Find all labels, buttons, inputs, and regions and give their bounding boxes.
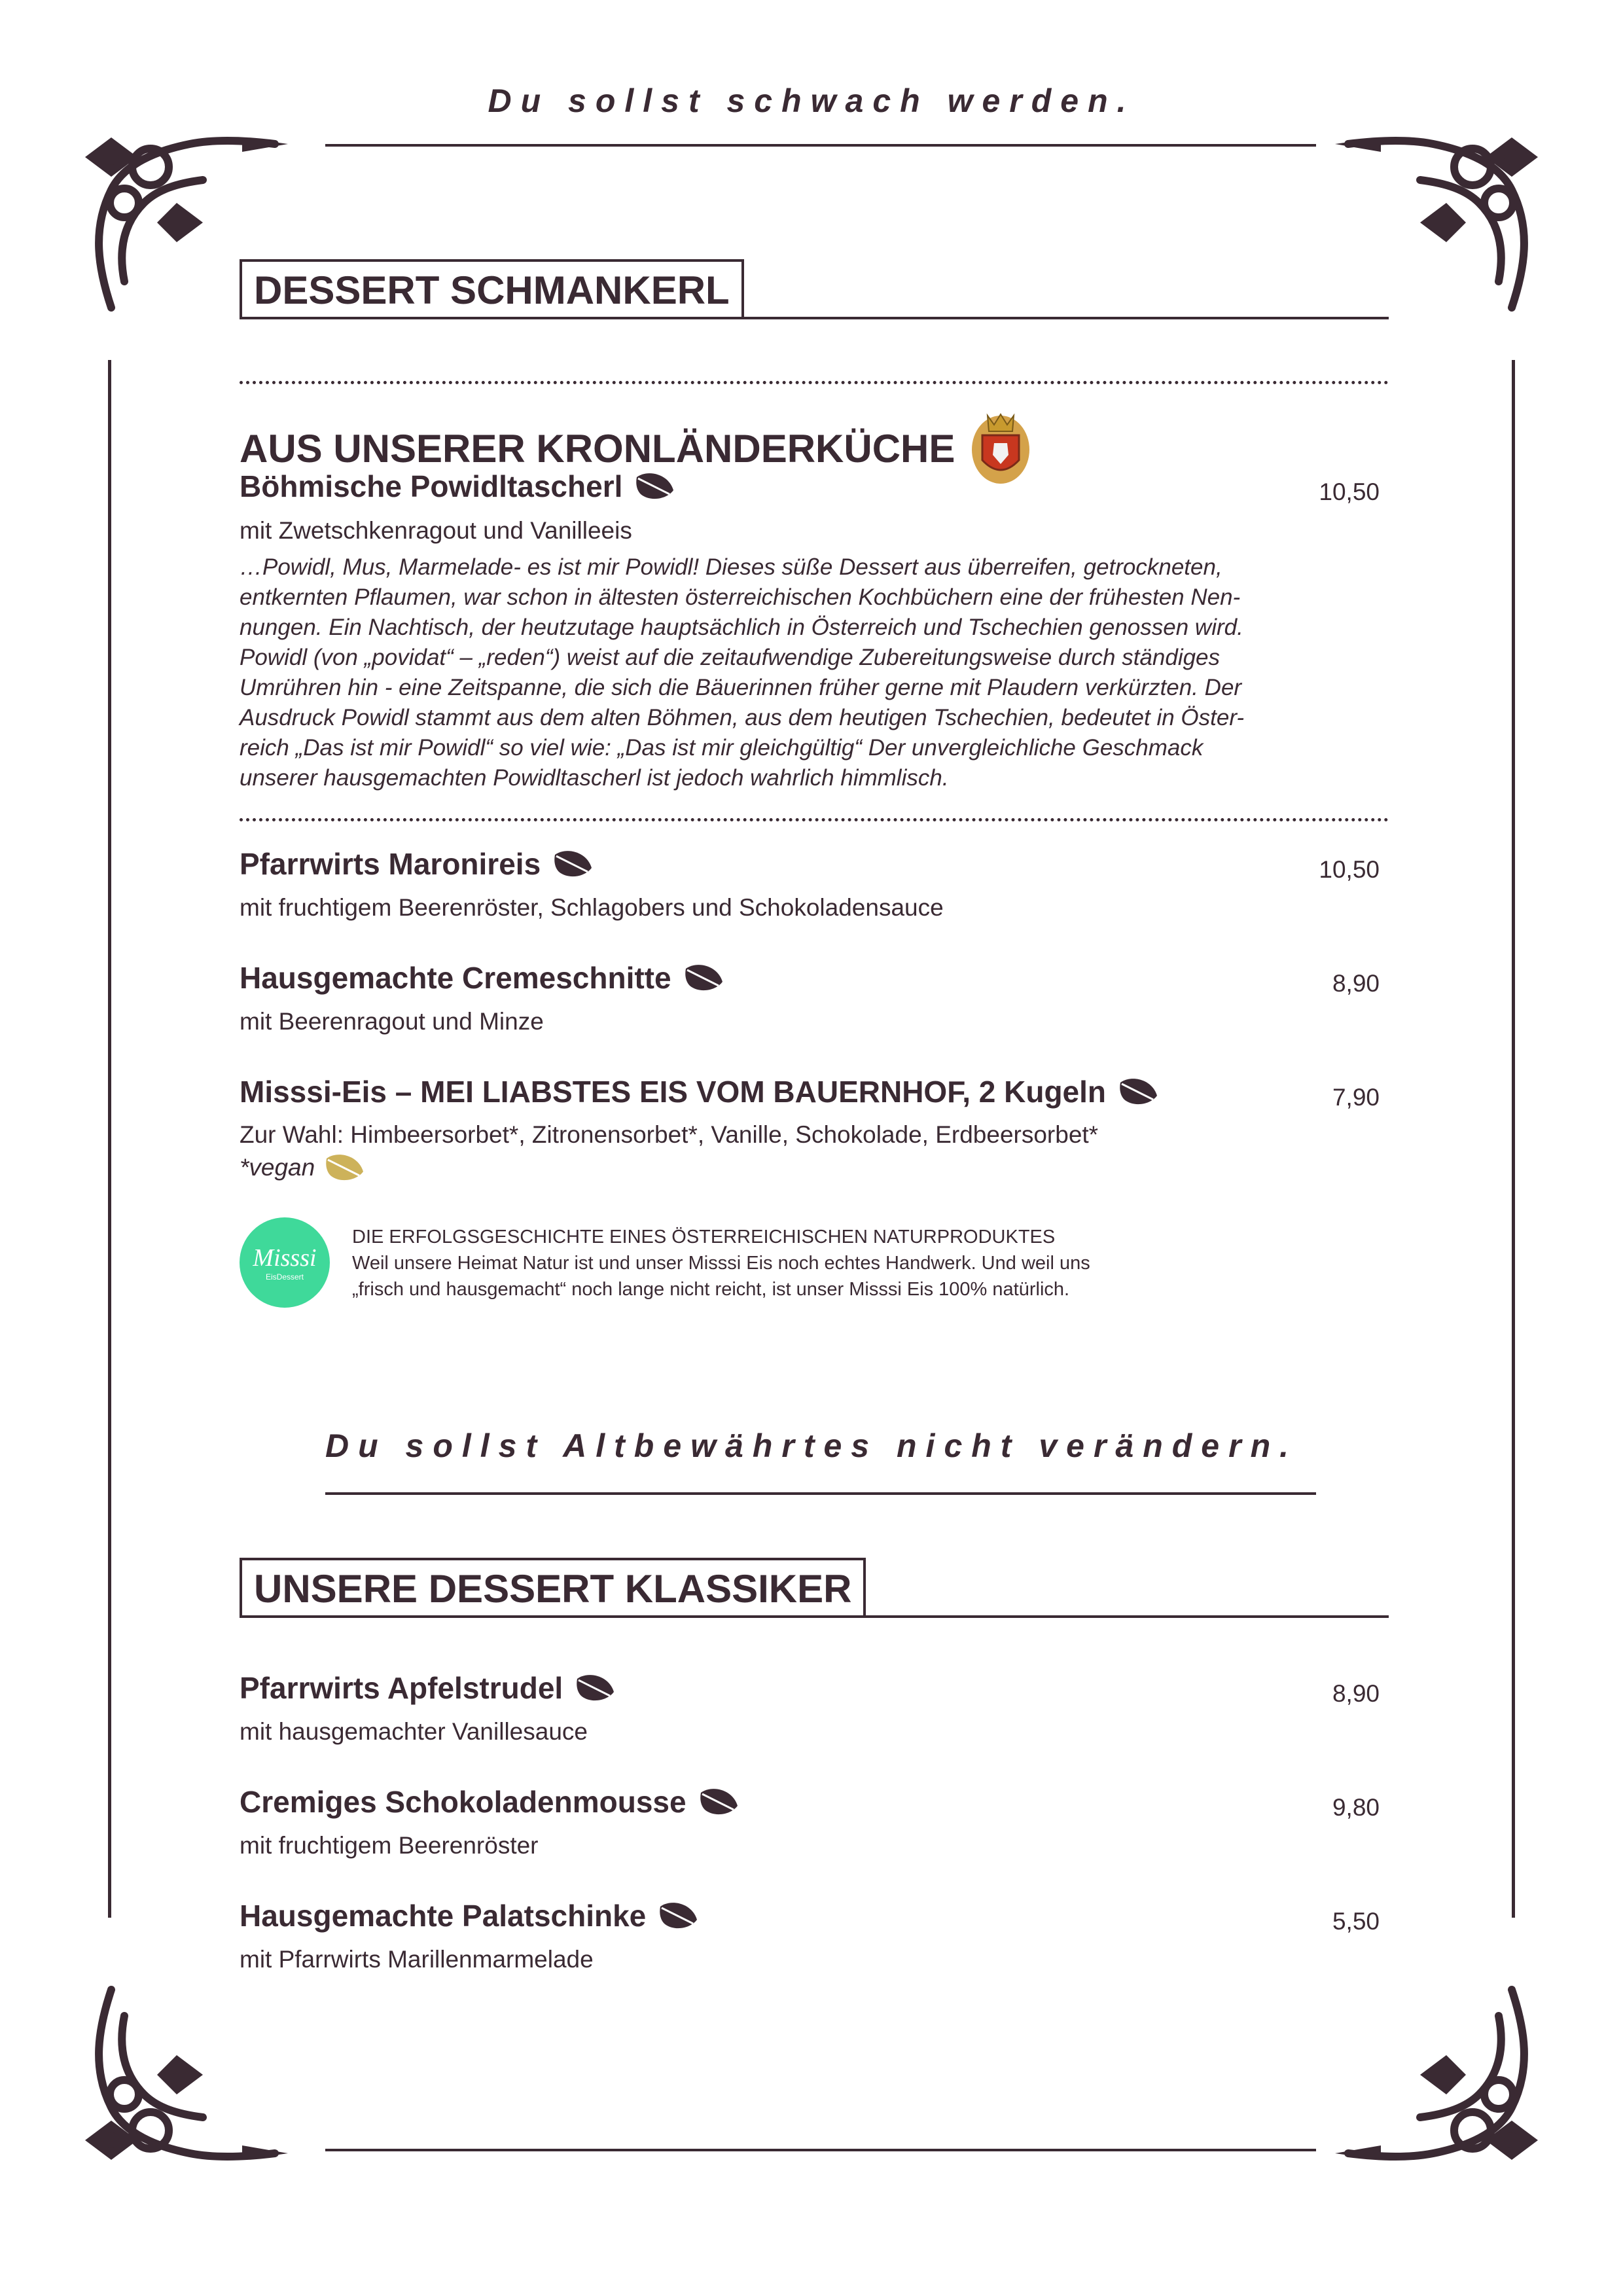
leaf-icon	[552, 848, 594, 880]
motto-top: Du sollst schwach werden.	[488, 82, 1135, 119]
menu-item-price: 10,50	[1319, 856, 1380, 883]
menu-item-name: Pfarrwirts Maronireis	[240, 847, 541, 881]
dotted-divider-1	[240, 381, 1389, 384]
misssi-line: „frisch und hausgemacht“ noch lange nicht reicht, ist unser Misssi Eis 100% natürlich.	[352, 1279, 1070, 1300]
menu-item-desc: mit Zwetschkenragout und Vanilleeis	[240, 517, 632, 544]
story-line: nungen. Ein Nachtisch, der heutzutage hauptsächlich in Österreich und Tschechien genossen wird.	[240, 615, 1243, 640]
menu-item-name: Hausgemachte Cremeschnitte	[240, 961, 671, 995]
menu-item-misssi-eis	[240, 1074, 1160, 1109]
misssi-info	[352, 1224, 1268, 1302]
story-line: Umrühren hin - eine Zeitspanne, die sich die Bäuerinnen früher gerne mit Plaudern verkürzten. Der	[240, 675, 1242, 700]
menu-item-desc: mit fruchtigem Beerenröster	[240, 1832, 539, 1859]
misssi-logo	[240, 1217, 330, 1308]
menu-item-price: 8,90	[1332, 970, 1380, 997]
vegan-note-text: *vegan	[240, 1154, 315, 1181]
powidl-story	[240, 552, 1391, 793]
menu-item-price: 9,80	[1332, 1794, 1380, 1821]
leaf-icon	[575, 1672, 616, 1704]
menu-item-name: Pfarrwirts Apfelstrudel	[240, 1671, 563, 1705]
story-line: Ausdruck Powidl stammt aus dem alten Böhmen, aus dem heutigen Tschechien, bedeutet in Öster-	[240, 705, 1245, 730]
menu-item-price: 8,90	[1332, 1680, 1380, 1707]
leaf-icon	[634, 471, 676, 502]
section-title-dessert-schmankerl: DESSERT SCHMANKERL	[240, 259, 744, 318]
coat-of-arms-icon	[968, 409, 1033, 488]
leaf-icon	[683, 962, 725, 994]
menu-item-apfelstrudel	[240, 1670, 616, 1706]
menu-item-desc: mit Pfarrwirts Marillenmarmelade	[240, 1946, 594, 1973]
corner-ornament-top-right	[1335, 111, 1551, 327]
menu-item-price: 5,50	[1332, 1908, 1380, 1935]
menu-item-name: Cremiges Schokoladenmousse	[240, 1785, 687, 1819]
menu-item-name: Böhmische Powidltascherl	[240, 469, 623, 503]
misssi-heading: DIE ERFOLGSGESCHICHTE EINES ÖSTERREICHISCHEN NATURPRODUKTES	[352, 1227, 1056, 1247]
story-line: reich „Das ist mir Powidl“ so viel wie: „Das ist mir gleichgültig“ Der unvergleichliche Geschmack	[240, 735, 1204, 761]
menu-item-palatschinke	[240, 1898, 700, 1933]
menu-item-schokoladenmousse	[240, 1784, 740, 1820]
frame-right-line	[1512, 360, 1515, 1918]
story-line: entkernten Pflaumen, war schon in ältesten österreichischen Kochbüchern eine der frühesten Nen-	[240, 584, 1241, 610]
story-line: Powidl (von „povidat“ – „reden“) weist auf die zeitaufwendige Zubereitungsweise durch ständiges	[240, 645, 1221, 670]
menu-item-desc: mit Beerenragout und Minze	[240, 1008, 544, 1035]
menu-item-desc: Zur Wahl: Himbeersorbet*, Zitronensorbet*, Vanille, Schokolade, Erdbeersorbet*	[240, 1121, 1099, 1148]
corner-ornament-bottom-left	[72, 1970, 288, 2186]
misssi-logo-sub: EisDessert	[265, 1272, 304, 1282]
vegan-leaf-icon	[324, 1152, 366, 1183]
menu-item-desc: mit fruchtigem Beerenröster, Schlagobers und Schokoladensauce	[240, 894, 944, 921]
menu-item-name: Hausgemachte Palatschinke	[240, 1899, 647, 1933]
leaf-icon	[658, 1900, 700, 1931]
dotted-divider-2	[240, 818, 1389, 821]
leaf-icon	[1118, 1076, 1160, 1107]
misssi-line: Weil unsere Heimat Natur ist und unser Misssi Eis noch echtes Handwerk. Und weil uns	[352, 1253, 1090, 1274]
section-title-dessert-klassiker: UNSERE DESSERT KLASSIKER	[240, 1558, 866, 1617]
menu-item-name: Misssi-Eis – MEI LIABSTES EIS VOM BAUERNHOF, 2 Kugeln	[240, 1075, 1107, 1109]
section-underline-1	[240, 317, 1389, 319]
story-line: …Powidl, Mus, Marmelade- es ist mir Powidl! Dieses süße Dessert aus überreifen, getrockneten,	[240, 554, 1222, 580]
frame-left-line	[108, 360, 111, 1918]
middle-rule	[325, 1492, 1316, 1495]
subheading-text: AUS UNSERER KRONLÄNDERKÜCHE	[240, 426, 955, 471]
section-underline-2	[240, 1615, 1389, 1618]
menu-item-price: 10,50	[1319, 478, 1380, 505]
top-rule	[325, 144, 1316, 147]
story-line: unserer hausgemachten Powidltascherl ist jedoch wahrlich himmlisch.	[240, 765, 949, 791]
menu-item-powidltascherl	[240, 469, 676, 504]
motto-middle: Du sollst Altbewährtes nicht verändern.	[325, 1427, 1298, 1464]
menu-item-price: 7,90	[1332, 1084, 1380, 1111]
vegan-note	[240, 1152, 366, 1183]
bottom-rule	[325, 2149, 1316, 2151]
misssi-logo-text: Misssi	[253, 1244, 317, 1272]
menu-item-desc: mit hausgemachter Vanillesauce	[240, 1718, 588, 1745]
corner-ornament-bottom-right	[1335, 1970, 1551, 2186]
leaf-icon	[698, 1786, 740, 1818]
menu-item-cremeschnitte	[240, 960, 725, 996]
menu-item-maronireis	[240, 846, 594, 882]
